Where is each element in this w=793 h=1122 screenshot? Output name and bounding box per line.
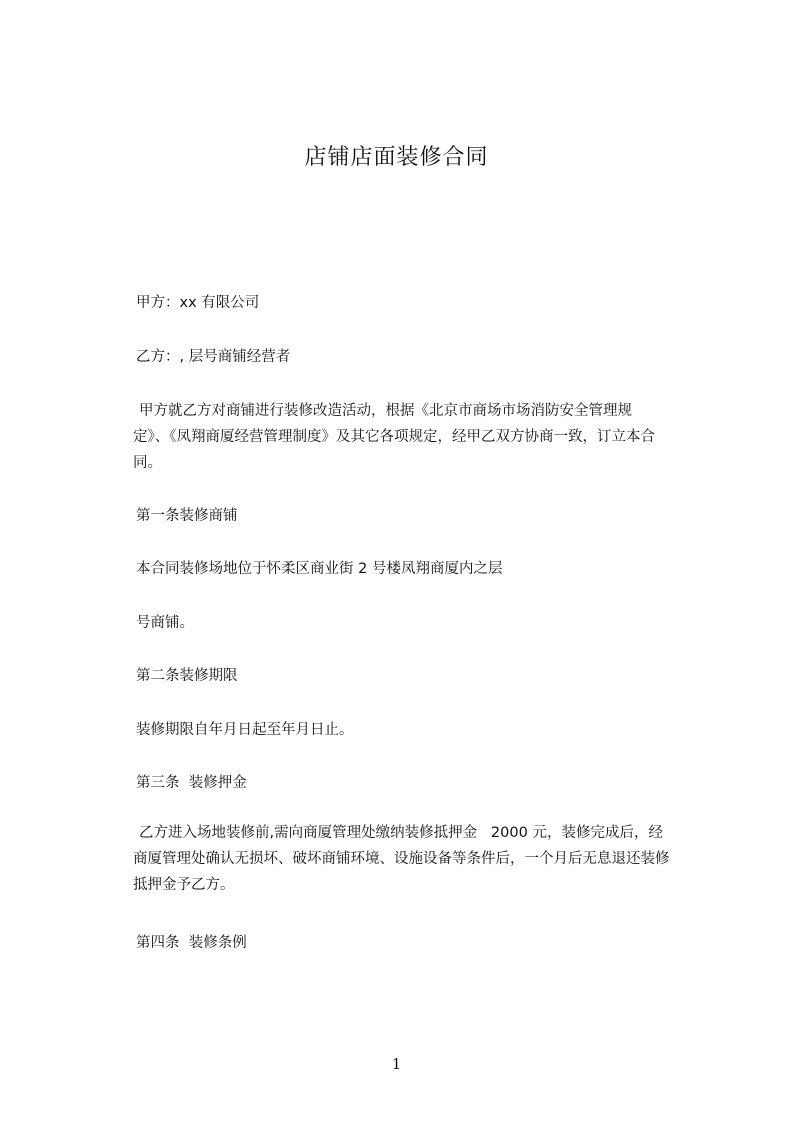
page-number: 1 — [391, 1055, 402, 1073]
article-3-line-1: 乙方进入场地装修前,需向商厦管理处缴纳装修抵押金 2000 元，装修完成后，经 — [139, 825, 663, 841]
article-4-heading: 第四条 装修条例 — [136, 935, 247, 951]
article-2-body: 装修期限自年月日起至年月日止。 — [136, 722, 354, 738]
article-3-line-2: 商厦管理处确认无损坏、破坏商铺环境、设施设备等条件后，一个月后无息退还装修 — [133, 851, 670, 867]
intro-paragraph — [133, 398, 716, 476]
article-1-heading: 第一条装修商铺 — [136, 508, 238, 524]
article-2-heading: 第二条装修期限 — [136, 668, 238, 684]
article-3-line-3: 抵押金予乙方。 — [133, 877, 235, 893]
intro-line-2: 定》、《凤翔商厦经营管理制度》及其它各项规定，经甲乙双方协商一致，订立本合 — [133, 429, 655, 445]
intro-line-3: 同。 — [133, 455, 162, 471]
article-1-body-line-1: 本合同装修场地位于怀柔区商业街 2 号楼凤翔商厦内之层 — [136, 561, 503, 577]
article-3-paragraph — [133, 820, 716, 898]
document-title: 店铺店面装修合同 — [304, 145, 489, 170]
intro-line-1: 甲方就乙方对商铺进行装修改造活动，根据《北京市商场市场消防安全管理规 — [139, 403, 632, 419]
article-1-body-line-2: 号商铺。 — [136, 615, 194, 631]
article-3-heading: 第三条 装修押金 — [136, 775, 247, 791]
party-b: 乙方：, 层号商铺经营者 — [136, 349, 291, 365]
party-a: 甲方：xx 有限公司 — [136, 295, 260, 311]
